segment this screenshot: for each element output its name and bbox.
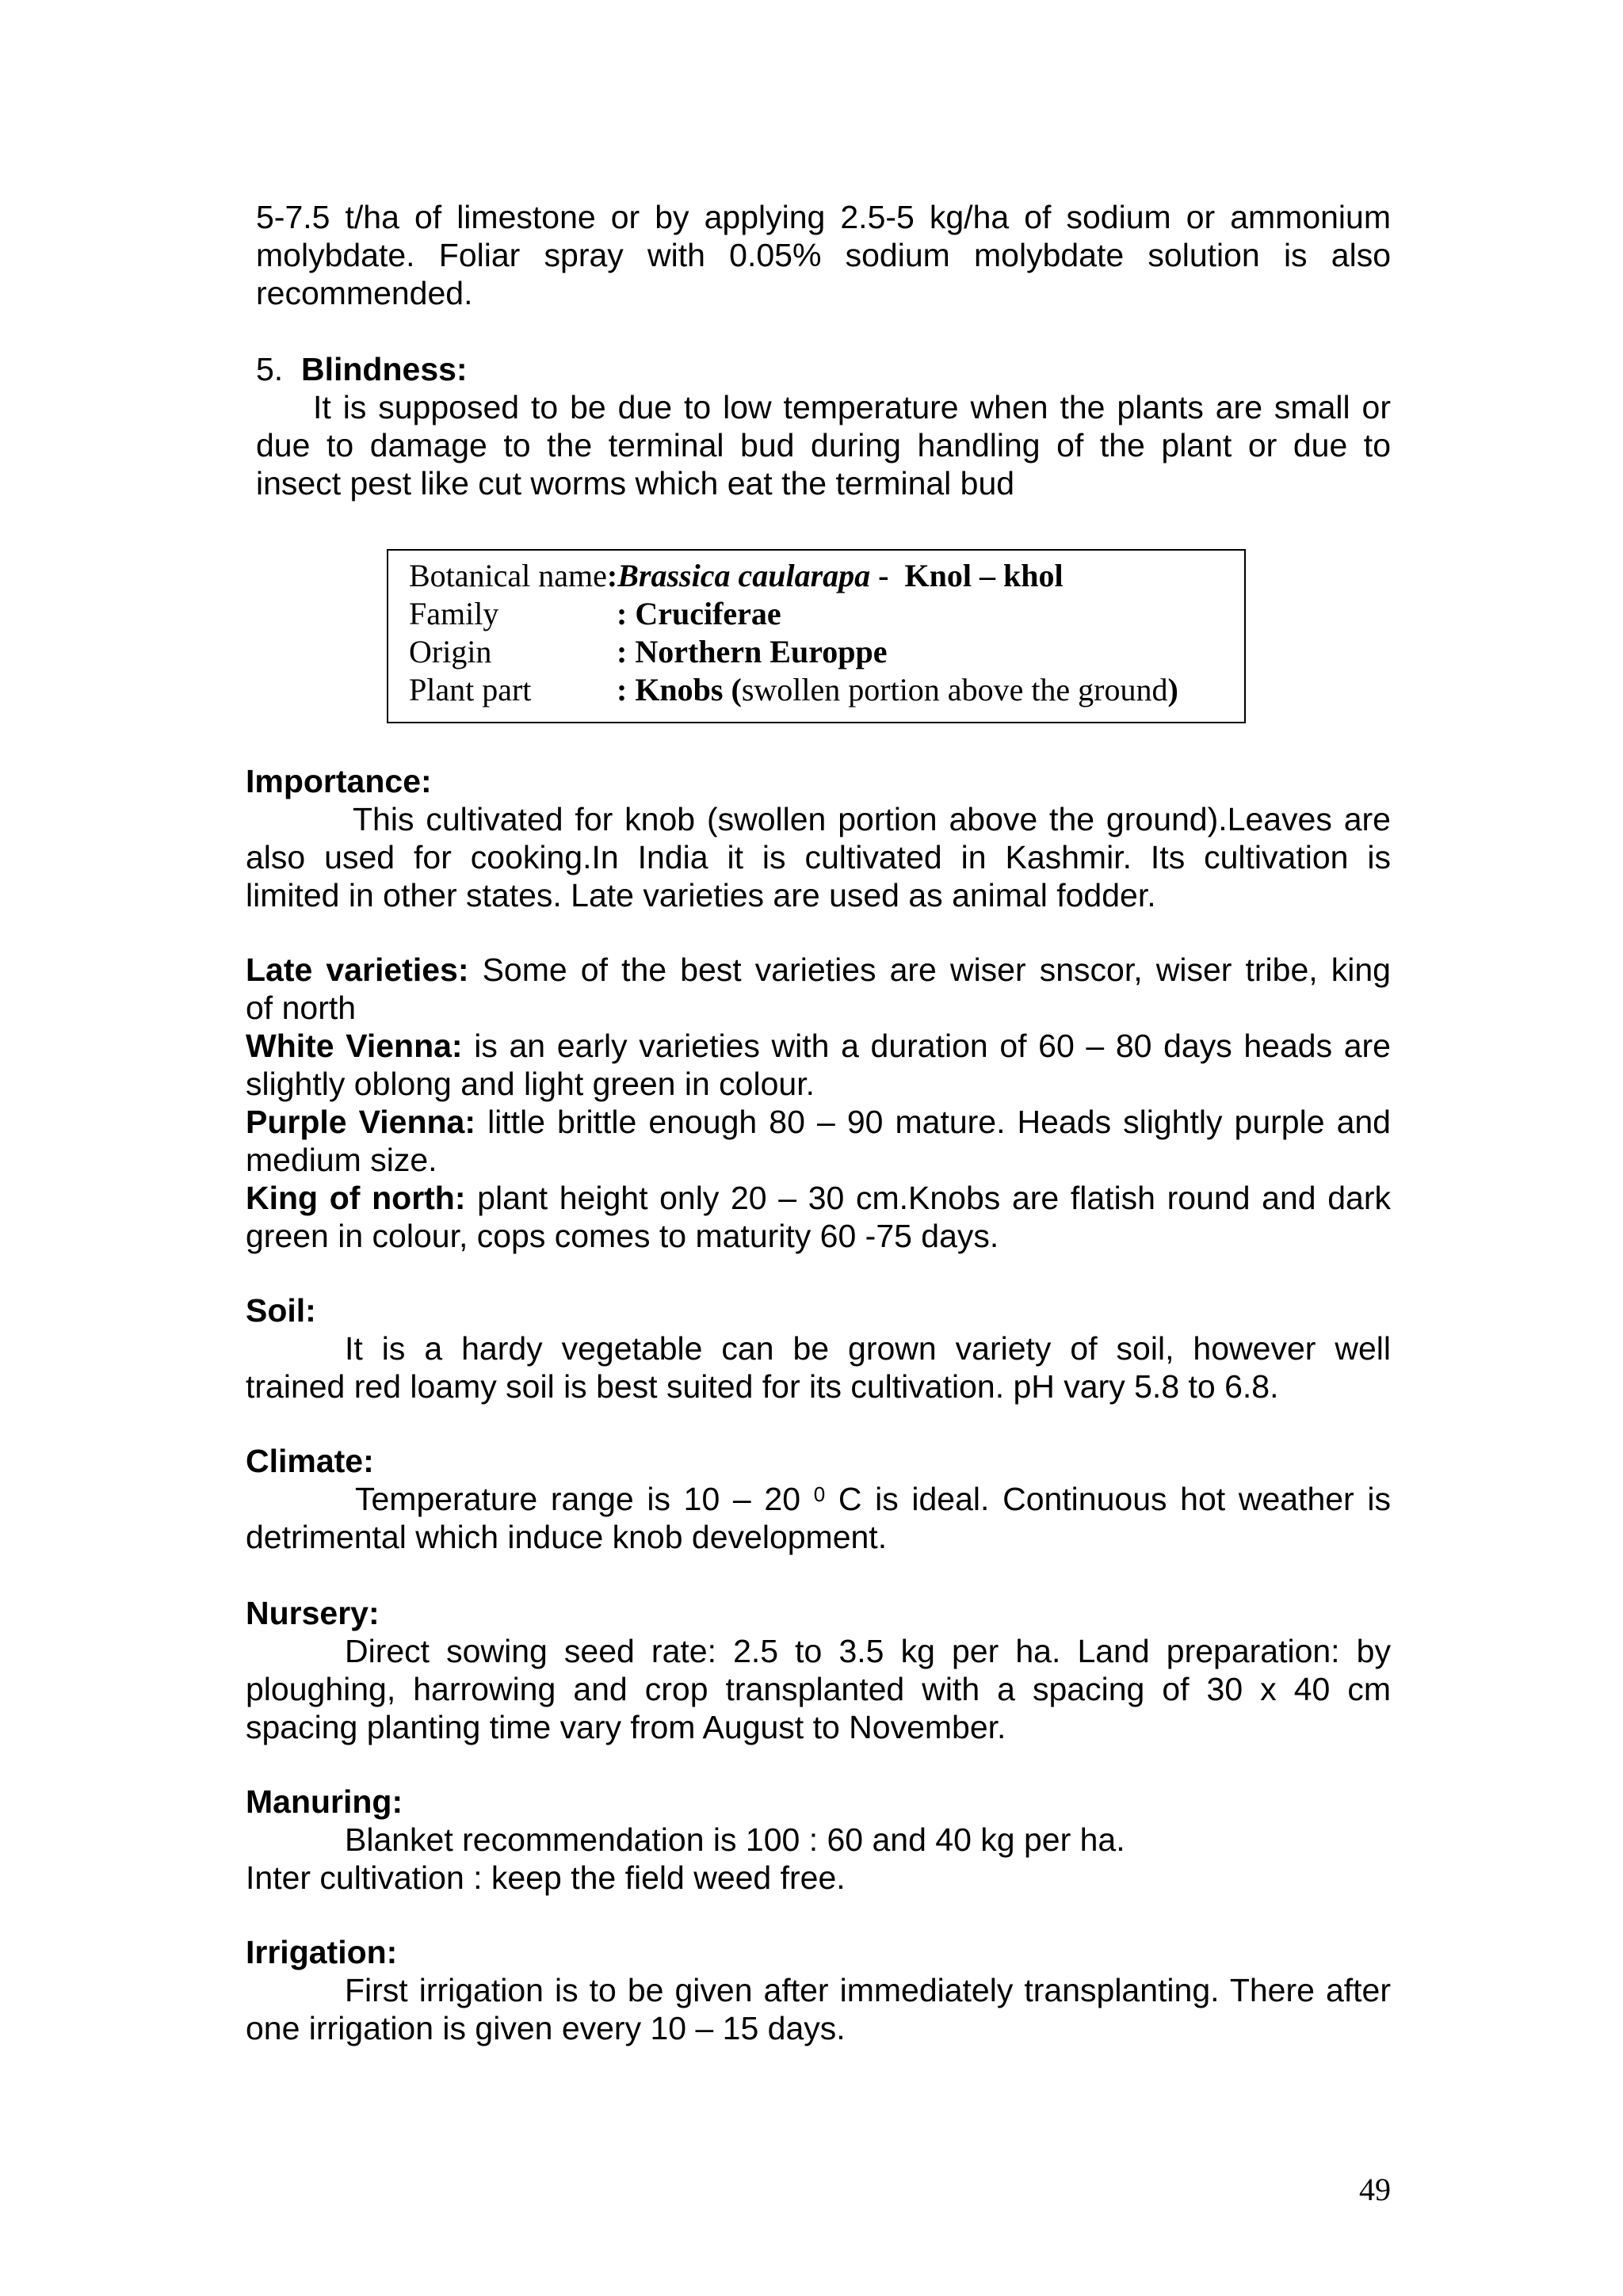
climate-line: [246, 1480, 1391, 1518]
late-varieties-line: [246, 951, 1391, 989]
plant-part-paren-close: ): [1167, 672, 1178, 707]
manuring-line: Inter cultivation : keep the field weed free.: [246, 1859, 846, 1896]
climate-section: [246, 1442, 1391, 1556]
botanical-separator: -: [870, 558, 905, 593]
family-label: Family: [409, 596, 499, 631]
plant-part-label: Plant part: [409, 672, 532, 707]
purple-vienna-line: [246, 1103, 1391, 1141]
common-name: Knol – khol: [904, 558, 1064, 593]
king-of-north-line: green in colour, cops comes to maturity 60 -75 days.: [246, 1218, 999, 1254]
blindness-line: It is supposed to be due to low temperature when the plants are small or: [313, 389, 1391, 425]
irrigation-line: First irrigation is to be given after immediately transplanting. There after: [345, 1972, 1391, 2008]
family-value: : Cruciferae: [617, 596, 781, 631]
king-of-north-label: King of north:: [246, 1180, 466, 1216]
manuring-line: Blanket recommendation is 100 : 60 and 40 kg per ha.: [345, 1821, 1125, 1858]
white-vienna-label: White Vienna:: [246, 1028, 463, 1064]
irrigation-section: [246, 1933, 1391, 2047]
purple-vienna-line: medium size.: [246, 1142, 437, 1178]
soil-line: trained red loamy soil is best suited for its cultivation. pH vary 5.8 to 6.8.: [246, 1368, 1279, 1405]
intro-line: recommended.: [256, 275, 473, 311]
botanical-label: Botanical name: [409, 558, 607, 593]
nursery-section: [246, 1594, 1391, 1746]
blindness-line: insect pest like cut worms which eat the terminal bud: [256, 465, 1015, 502]
blindness-line: due to damage to the terminal bud during handling of the plant or due to: [256, 427, 1391, 463]
purple-vienna-label: Purple Vienna:: [246, 1104, 475, 1140]
varieties-section: [246, 951, 1391, 1255]
intro-line: 5-7.5 t/ha of limestone or by applying 2.5-5 kg/ha of sodium or ammonium: [256, 199, 1391, 235]
irrigation-heading: Irrigation:: [246, 1934, 398, 1970]
climate-heading: Climate:: [246, 1443, 374, 1479]
family-row: [409, 595, 1244, 633]
intro-line: molybdate. Foliar spray with 0.05% sodium molybdate solution is also: [256, 237, 1391, 273]
importance-line: also used for cooking.In India it is cultivated in Kashmir. Its cultivation is: [246, 839, 1391, 875]
blindness-title: Blindness:: [301, 351, 468, 387]
late-varieties-text: Some of the best varieties are wiser snscor, wiser tribe, king: [468, 952, 1391, 988]
nursery-line: Direct sowing seed rate: 2.5 to 3.5 kg per ha. Land preparation: by: [345, 1633, 1391, 1669]
botanical-value: Brassica caularapa: [617, 558, 871, 593]
plant-part-row: [409, 671, 1244, 709]
soil-heading: Soil:: [246, 1292, 316, 1329]
origin-label: Origin: [409, 634, 492, 669]
page-number: 49: [1359, 2172, 1391, 2207]
intro-paragraph: [256, 198, 1391, 312]
nursery-heading: Nursery:: [246, 1595, 380, 1631]
plant-part-note: swollen portion above the ground: [741, 672, 1168, 707]
origin-row: [409, 633, 1244, 671]
late-varieties-label: Late varieties:: [246, 952, 469, 988]
white-vienna-line: slightly oblong and light green in colour.: [246, 1066, 815, 1102]
white-vienna-text: is an early varieties with a duration of 60 – 80 days heads are: [462, 1028, 1391, 1064]
climate-line: detrimental which induce knob development.: [246, 1519, 888, 1555]
plant-part-value: : Knobs: [617, 672, 731, 707]
king-of-north-text: plant height only 20 – 30 cm.Knobs are flatish round and dark: [465, 1180, 1391, 1216]
importance-heading: Importance:: [246, 763, 432, 799]
soil-line: It is a hardy vegetable can be grown variety of soil, however well: [345, 1330, 1391, 1367]
blindness-section: [256, 350, 1391, 502]
degree-superscript: 0: [813, 1482, 826, 1506]
late-varieties-line: of north: [246, 990, 357, 1026]
nursery-line: ploughing, harrowing and crop transplanted with a spacing of 30 x 40 cm: [246, 1671, 1391, 1707]
blindness-number: 5.: [256, 351, 284, 387]
blindness-heading: [256, 350, 1391, 388]
crop-info-box: [387, 549, 1246, 723]
king-of-north-line: [246, 1179, 1391, 1217]
plant-part-paren-open: (: [731, 672, 742, 707]
purple-vienna-text: little brittle enough 80 – 90 mature. Heads slightly purple and: [475, 1104, 1391, 1140]
botanical-name-row: [409, 557, 1244, 595]
nursery-line: spacing planting time vary from August to November.: [246, 1709, 1006, 1745]
importance-section: [246, 762, 1391, 914]
soil-section: [246, 1291, 1391, 1405]
origin-value: : Northern Europpe: [617, 634, 888, 669]
importance-line: This cultivated for knob (swollen portion above the ground).Leaves are: [353, 801, 1391, 837]
white-vienna-line: [246, 1027, 1391, 1065]
irrigation-line: one irrigation is given every 10 – 15 days.: [246, 2010, 846, 2046]
manuring-heading: Manuring:: [246, 1783, 403, 1820]
manuring-section: [246, 1783, 1391, 1897]
importance-line: limited in other states. Late varieties are used as animal fodder.: [246, 877, 1156, 913]
climate-text-post: C is ideal. Continuous hot weather is: [825, 1481, 1391, 1517]
climate-text-pre: Temperature range is 10 – 20: [355, 1481, 814, 1517]
botanical-colon: :: [606, 558, 618, 593]
